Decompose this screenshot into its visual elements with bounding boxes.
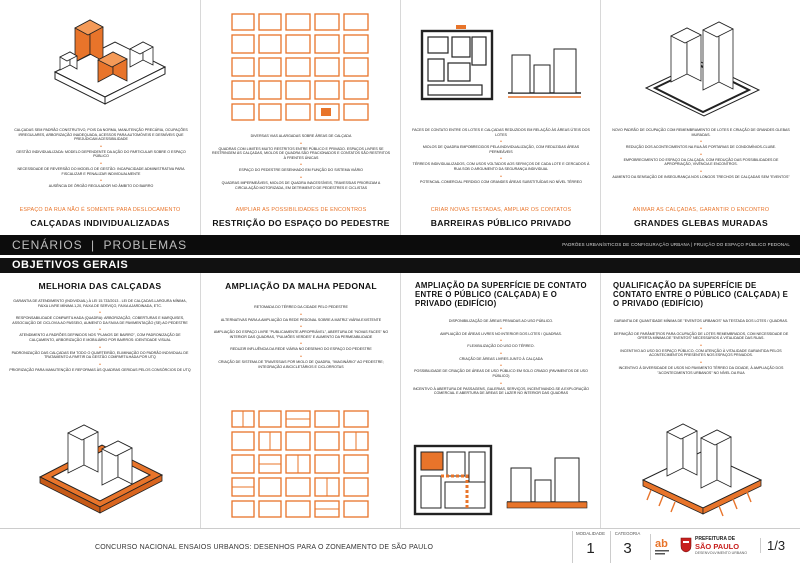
text-line: FACES DE CONTATO ENTRE OS LOTES E CALÇADAS REDUZIDOS EM RELAÇÃO ÀS ÁREAS ÚTEIS DOS LOTES xyxy=(412,128,590,137)
text-line: DEFINIÇÃO DE PARÂMETROS PARA OCUPAÇÃO DE LOTES REMEMBRADOS, COM NECESSIDADE DE OFERTA MÍNIMA DE "EVENTOS" NECESSÁRIOS À VITALIDADE DAS RUAS. xyxy=(613,331,789,341)
categoria-value: 3 xyxy=(623,540,632,557)
text-line: INCENTIVO À ABERTURA DE PASSAGENS, GALERIAS, SERVIÇOS, INCENTIVANDO-SE A EXPLORAÇÃO COMERCIAL E ABERTURA DE ÁREAS DE LAZER NO INTERIOR DAS QUADRAS xyxy=(412,386,590,396)
prefeitura-line1: PREFEITURA DE xyxy=(695,536,736,542)
prefeitura-logo xyxy=(680,534,752,560)
text-line: RESPONSABILIDADE COMPARTILHADA (QUADRA): ARBORIZAÇÃO, COBERTURAS E MARQUISES, ASSOCIAÇÃO DE CICLOVIA AO PASSEIO, AUMENTO DA FAIXA DE PAVIMENTAÇÃO (SE) AO PEDESTRE xyxy=(12,316,188,325)
panel-slogan: AMPLIAR AS POSSIBILIDADES DE ENCONTROS xyxy=(235,207,367,213)
text-line: ESPAÇO DO PEDESTRE DESENHADO EM FUNÇÃO DO SISTEMA VIÁRIO xyxy=(239,168,363,173)
text-line: GARANTIA DE ATENDIMENTO (INDIVIDUAL) À LEI 15.733/2013 - LEI DE CALÇADAS-LARGURA MÍNIMA, FAIXA LIVRE MÍNIMA 1,20, FAIXA DE SERVIÇO, FAIXA AJARDINADA, ETC. xyxy=(13,299,187,308)
text-line: REDUÇÃO DOS ACONTECIMENTOS NA RUA ÀS PORTARIAS DE CONDOMÍNIOS-CLUBE. xyxy=(625,145,777,150)
text-line: FLEXIBILIZAÇÃO DO USO DO TÉRREO. xyxy=(467,344,535,349)
problem-text-2: DIVERSAS VIAS ALARGADAS SOBRE ÁREAS DE CALÇADA • QUADRAS COM LIMITES MUITO RESTRITOS ENTRE PÚBLICO E PRIVADO. ESPAÇOS LIVRES SE RESTRINGEM ÀS CALÇADAS, MIOLOS DE QUADRA SÃO FRACIONADOS E CONTATOS SÃO RESTRITOS À FRENTES ÚNICAS • ESPAÇO DO PEDESTRE DESENHADO EM FUNÇÃO DO SISTEMA VIÁRIO • QUADRAS IMPERMEÁVEIS, MIOLOS DE QUADRA INACESSÍVEIS, TRAVESSIAS PRIORIZAM A CIRCULAÇÃO MOTORIZADA, EM DETRIMENTO DE PEDESTRES E CICLISTAS xyxy=(211,134,391,190)
text-line: REDUZIR INFLUÊNCIA DA REDE VIÁRIA NO DESENHO DO ESPAÇO DO PEDESTRE xyxy=(230,347,372,352)
text-line: ALTERNATIVAS PARA A AMPLIAÇÃO DA REDE PEDONAL SOBRE A MATRIZ VIÁRIA EXISTENTE xyxy=(220,317,382,322)
panel-title: QUALIFICAÇÃO DA SUPERFÍCIE DE CONTATO ENTRE O PÚBLICO (CALÇADA) E O PRIVADO (EDIFÍCIO) xyxy=(613,281,789,308)
text-line: ATENDIMENTO A PADRÕES DEFINIDOS NOS "PLANOS DE BAIRRO", COM PADRONIZAÇÃO DE CALÇAMENTO, ARBORIZAÇÃO E MOBILIÁRIO POR BAIRROS: IDENTIDADE VISUAL xyxy=(19,333,181,342)
categoria-label: CATEGORIA xyxy=(614,531,641,536)
qualified-contact-diagram xyxy=(631,410,771,520)
objective-panel-3 xyxy=(401,275,600,527)
text-line: GESTÃO INDIVIDUALIZADA: MODELO DEPENDENTE DA AÇÃO DO PARTICULAR SOBRE O ESPAÇO PÚBLICO xyxy=(16,149,186,159)
expanded-contact-diagram xyxy=(411,440,591,520)
contest-name: CONCURSO NACIONAL ENSAIOS URBANOS: DESENHOS PARA O ZONEAMENTO DE SÃO PAULO xyxy=(95,544,434,551)
panel-title: AMPLIAÇÃO DA SUPERFÍCIE DE CONTATO ENTRE O PÚBLICO (CALÇADA) E O PRIVADO (EDIFÍCIO) xyxy=(415,281,587,308)
text-line: PADRONIZAÇÃO DAS CALÇADAS EM TODO O QUARTEIRÃO, ELIMINAÇÃO DO PADRÃO INDIVIDUAL DE TRATAMENTO A PARTIR DA GESTÃO COMPARTILHADA POR UTQ xyxy=(11,350,189,360)
text-line: CRIAÇÃO DE ÁREAS LIVRES JUNTO À CALÇADA xyxy=(459,356,543,361)
text-line: POTENCIAL COMERCIAL PERDIDO COM GRANDES ÁREAS SUBSTITUÍDAS NO NÍVEL TÉRREO xyxy=(420,179,582,184)
objective-panel-1 xyxy=(0,275,200,527)
problem-panel-4 xyxy=(601,0,800,235)
text-line: DIVERSAS VIAS ALARGADAS SOBRE ÁREAS DE CALÇADA xyxy=(250,134,352,138)
text-line: DISPONIBILIZAÇÃO DE ÁREAS PRIVADAS AO USO PÚBLICO. xyxy=(448,319,554,323)
modalidade-value: 1 xyxy=(586,540,595,557)
text-line: INCENTIVO AO USO DO ESPAÇO PÚBLICO, COM ATENÇÃO À VITALIDADE GARANTIDA PELOS ACONTECIMENTOS PRESENTES NOS ESPAÇOS PRIVADOS. xyxy=(620,348,782,358)
pedestrian-network-plan xyxy=(226,405,376,523)
problem-text-3: FACES DE CONTATO ENTRE OS LOTES E CALÇADAS REDUZIDOS EM RELAÇÃO ÀS ÁREAS ÚTEIS DOS LOTES • MIOLOS DE QUADRA EMPOBRECIDOS PELA INDIVIDUALIZAÇÃO, COM REDUZIDAS ÁREAS PERMEÁVEIS • TÉRREOS INDIVIDUALIZADOS, COM USOS VOLTADOS AOS SERVIÇOS DE CADA LOTE E CERCADOS À RUA SOB O ARGUMENTO DA SEGURANÇA INDIVIDUAL • POTENCIAL COMERCIAL PERDIDO COM GRANDES ÁREAS SUBSTITUÍDAS NO NÍVEL TÉRREO xyxy=(412,128,590,184)
categoria-box xyxy=(610,531,644,563)
objective-panel-4 xyxy=(601,275,800,527)
problem-panel-3 xyxy=(401,0,600,235)
problem-panel-2 xyxy=(201,0,400,235)
prefeitura-line3: DESENVOLVIMENTO URBANO xyxy=(695,551,747,555)
band-divider: | xyxy=(91,238,96,252)
iab-logo-icon xyxy=(651,534,673,558)
panel-title: RESTRIÇÃO DO ESPAÇO DO PEDESTRE xyxy=(212,218,390,228)
text-line: QUADRAS IMPERMEÁVEIS, MIOLOS DE QUADRA INACESSÍVEIS, TRAVESSIAS PRIORIZAM A CIRCULAÇÃO MOTORIZADA, EM DETRIMENTO DE PEDESTRES E CICLISTAS xyxy=(221,180,381,190)
walled-glebes-diagram xyxy=(631,10,771,120)
band-heading-a: CENÁRIOS xyxy=(12,238,83,252)
panel-title: GRANDES GLEBAS MURADAS xyxy=(633,218,769,228)
text-line: CRIAÇÃO DE SISTEMA DE TRAVESSIAS POR MIOLO DE QUADRA, "IMAGINÁRIO" AO PEDESTRE; INTEGRAÇÃO A BICICLETÁRIOS E CICLORROTAS xyxy=(218,359,384,369)
text-line: PRIORIZAÇÃO PARA MANUTENÇÃO E REFORMAS ÀS QUADRAS GERIDAS PELOS CONSÓRCIOS DE UTQ xyxy=(9,367,191,372)
panel-title: BARREIRAS PÚBLICO PRIVADO xyxy=(430,218,572,228)
text-line: INCENTIVO À DIVERSIDADE DE USOS NO PAVIMENTO TÉRREO DA CIDADE, À AMPLIAÇÃO DOS "ACONTECIMENTOS URBANOS" NO NÍVEL DA RUA xyxy=(618,365,784,375)
panel-title: MELHORIA DAS CALÇADAS xyxy=(38,281,162,291)
svg-text:ab: ab xyxy=(655,538,668,550)
objective-text-3: DISPONIBILIZAÇÃO DE ÁREAS PRIVADAS AO USO PÚBLICO. • AMPLIAÇÃO DE ÁREAS LIVRES NO INTERIOR DOS LOTES / QUADRAS. • FLEXIBILIZAÇÃO DO USO DO TÉRREO. • CRIAÇÃO DE ÁREAS LIVRES JUNTO À CALÇADA • POSSIBILIDADE DE CRIAÇÃO DE ÁREAS DE USO PÚBLICO EM SOLO CRIADO (PAVIMENTOS DE USO PÚBLICO) • INCENTIVO À ABERTURA DE PASSAGENS, GALERIAS, SERVIÇOS, INCENTIVANDO-SE A EXPLORAÇÃO COMERCIAL E ABERTURA DE ÁREAS DE LAZER NO INTERIOR DAS QUADRAS xyxy=(412,319,590,396)
panel-slogan: CRIAR NOVAS TESTADAS, AMPLIAR OS CONTATOS xyxy=(430,207,572,213)
page-number: 1/3 xyxy=(760,538,785,553)
panel-slogan: ANIMAR AS CALÇADAS, GARANTIR O ENCONTRO xyxy=(632,207,770,213)
band-subtitle: PADRÕES URBANÍSTICOS DE CONFIGURAÇÃO URBANA | FRUIÇÃO DO ESPAÇO PÚBLICO PEDONAL xyxy=(562,242,790,247)
problem-text-1: CALÇADAS SEM PADRÃO CONSTRUTIVO, POIS DA NORMA, MANUTENÇÃO PRECÁRIA, OCUPAÇÕES IRREGULARES, ARBORIZAÇÃO INADEQUADA, ACESSOS PARA AUTOMÓVEIS E DESNÍVEIS QUE PREJUDICAM ACESSIBILIDADE • GESTÃO INDIVIDUALIZADA: MODELO DEPENDENTE DA AÇÃO DO PARTICULAR SOBRE O ESPAÇO PÚBLICO • NECESSIDADE DE REVERSÃO DO MODELO DE GESTÃO: INCAPACIDADE ADMINISTRATIVA PARA FISCALIZAR E PENALIZAR INDIVIDUALMENTE • AUSÊNCIA DE ÓRGÃO REGULADOR NO ÂMBITO DO BAIRRO xyxy=(10,128,192,192)
text-line: NOVO PADRÃO DE OCUPAÇÃO COM REMEMBRAMENTO DE LOTES E CRIAÇÃO DE GRANDES GLEBAS MURADAS. xyxy=(612,128,790,137)
objective-text-4: GARANTIA DE QUANTIDADE MÍNIMA DE "EVENTOS URBANOS" NA TESTADA DOS LOTES / QUADRAS. • DEFINIÇÃO DE PARÂMETROS PARA OCUPAÇÃO DE LOTES REMEMBRADOS, COM NECESSIDADE DE OFERTA MÍNIMA DE "EVENTOS" NECESSÁRIOS À VITALIDADE DAS RUAS. • INCENTIVO AO USO DO ESPAÇO PÚBLICO, COM ATENÇÃO À VITALIDADE GARANTIDA PELOS ACONTECIMENTOS PRESENTES NOS ESPAÇOS PRIVADOS. • INCENTIVO À DIVERSIDADE DE USOS NO PAVIMENTO TÉRREO DA CIDADE, À AMPLIAÇÃO DOS "ACONTECIMENTOS URBANOS" NO NÍVEL DA RUA xyxy=(611,319,791,378)
objective-text-1: GARANTIA DE ATENDIMENTO (INDIVIDUAL) À LEI 15.733/2013 - LEI DE CALÇADAS-LARGURA MÍNIMA, FAIXA LIVRE MÍNIMA 1,20, FAIXA DE SERVIÇO, FAIXA AJARDINADA, ETC. • RESPONSABILIDADE COMPARTILHADA (QUADRA): ARBORIZAÇÃO, COBERTURAS E MARQUISES, ASSOCIAÇÃO DE CICLOVIA AO PASSEIO, AUMENTO DA FAIXA DE PAVIMENTAÇÃO (SE) AO PEDESTRE • ATENDIMENTO A PADRÕES DEFINIDOS NOS "PLANOS DE BAIRRO", COM PADRONIZAÇÃO DE CALÇAMENTO, ARBORIZAÇÃO E MOBILIÁRIO POR BAIRROS: IDENTIDADE VISUAL • PADRONIZAÇÃO DAS CALÇADAS EM TODO O QUARTEIRÃO, ELIMINAÇÃO DO PADRÃO INDIVIDUAL DE TRATAMENTO A PARTIR DA GESTÃO COMPARTILHADA POR UTQ • PRIORIZAÇÃO PARA MANUTENÇÃO E REFORMAS ÀS QUADRAS GERIDAS PELOS CONSÓRCIOS DE UTQ xyxy=(9,299,191,372)
pedestrian-restriction-plan xyxy=(226,8,376,126)
footer xyxy=(0,528,800,564)
text-line: POSSIBILIDADE DE CRIAÇÃO DE ÁREAS DE USO PÚBLICO EM SOLO CRIADO (PAVIMENTOS DE USO PÚBLICO) xyxy=(414,369,588,378)
text-line: GARANTIA DE QUANTIDADE MÍNIMA DE "EVENTOS URBANOS" NA TESTADA DOS LOTES / QUADRAS. xyxy=(613,319,789,323)
panel-title: AMPLIAÇÃO DA MALHA PEDONAL xyxy=(225,281,377,291)
text-line: AMPLIAÇÃO DO ESPAÇO LIVRE "PUBLICAMENTE APROPRIÁVEL", ABERTURA DE "NOVAS FACES" NO INTERIOR DAS QUADRAS, "PULMÕES VERDES" E AUMENTO DA PERMEABILIDADE xyxy=(213,330,389,339)
band-heading xyxy=(12,238,187,252)
text-line: AMPLIAÇÃO DE ÁREAS LIVRES NO INTERIOR DOS LOTES / QUADRAS. xyxy=(440,331,562,336)
city-crest-icon xyxy=(680,537,692,553)
text-line: AUMENTO DA SENSAÇÃO DE INSEGURANÇA NOS LONGOS TRECHOS DE CALÇADAS SEM "EVENTOS" xyxy=(612,174,790,179)
text-line: NECESSIDADE DE REVERSÃO DO MODELO DE GESTÃO: INCAPACIDADE ADMINISTRATIVA PARA FISCALIZAR E PENALIZAR INDIVIDUALMENTE xyxy=(17,166,185,176)
objectives-title: OBJETIVOS GERAIS xyxy=(12,259,129,271)
problem-text-4: NOVO PADRÃO DE OCUPAÇÃO COM REMEMBRAMENTO DE LOTES E CRIAÇÃO DE GRANDES GLEBAS MURADAS. • REDUÇÃO DOS ACONTECIMENTOS NA RUA ÀS PORTARIAS DE CONDOMÍNIOS-CLUBE. • EMPOBRECIMENTO DO ESPAÇO DA CALÇADA, COM REDUÇÃO DAS POSSIBILIDADES DE APROPRIAÇÃO, VIVÊNCIA E ENCONTROS. • AUMENTO DA SENSAÇÃO DE INSEGURANÇA NOS LONGOS TRECHOS DE CALÇADAS SEM "EVENTOS" xyxy=(612,128,790,179)
scenarios-band xyxy=(0,235,800,255)
public-private-barrier-diagram xyxy=(416,25,586,105)
text-line: EMPOBRECIMENTO DO ESPAÇO DA CALÇADA, COM REDUÇÃO DAS POSSIBILIDADES DE APROPRIAÇÃO, VIVÊNCIA E ENCONTROS. xyxy=(623,157,779,167)
improved-sidewalks-diagram xyxy=(30,407,170,522)
prefeitura-line2: SÃO PAULO xyxy=(695,542,740,551)
panel-title: CALÇADAS INDIVIDUALIZADAS xyxy=(30,218,170,228)
modalidade-label: MODALIDADE xyxy=(575,531,606,536)
objectives-band xyxy=(0,258,800,273)
text-line: QUADRAS COM LIMITES MUITO RESTRITOS ENTRE PÚBLICO E PRIVADO. ESPAÇOS LIVRES SE RESTRINGEM ÀS CALÇADAS, MIOLOS DE QUADRA SÃO FRACIONADOS E CONTATOS SÃO RESTRITOS À FRENTES ÚNICAS xyxy=(211,146,391,160)
objective-text-2: RETOMADA DO TÉRREO DA CIDADE PELO PEDESTRE • ALTERNATIVAS PARA A AMPLIAÇÃO DA REDE PEDONAL SOBRE A MATRIZ VIÁRIA EXISTENTE • AMPLIAÇÃO DO ESPAÇO LIVRE "PUBLICAMENTE APROPRIÁVEL", ABERTURA DE "NOVAS FACES" NO INTERIOR DAS QUADRAS, "PULMÕES VERDES" E AUMENTO DA PERMEABILIDADE • REDUZIR INFLUÊNCIA DA REDE VIÁRIA NO DESENHO DO ESPAÇO DO PEDESTRE • CRIAÇÃO DE SISTEMA DE TRAVESSIAS POR MIOLO DE QUADRA, "IMAGINÁRIO" AO PEDESTRE; INTEGRAÇÃO A BICICLETÁRIOS E CICLORROTAS xyxy=(211,305,391,372)
band-heading-b: PROBLEMAS xyxy=(103,238,188,252)
objective-panel-2 xyxy=(201,275,400,527)
iab-logo xyxy=(650,534,674,560)
problem-panel-1 xyxy=(0,0,200,235)
individual-sidewalks-diagram xyxy=(35,12,175,122)
text-line: TÉRREOS INDIVIDUALIZADOS, COM USOS VOLTADOS AOS SERVIÇOS DE CADA LOTE E CERCADOS À RUA SOB O ARGUMENTO DA SEGURANÇA INDIVIDUAL xyxy=(412,162,590,171)
panel-slogan: ESPAÇO DA RUA NÃO É SOMENTE PARA DESLOCAMENTO xyxy=(19,207,181,213)
text-line: CALÇADAS SEM PADRÃO CONSTRUTIVO, POIS DA NORMA, MANUTENÇÃO PRECÁRIA, OCUPAÇÕES IRREGULARES, ARBORIZAÇÃO INADEQUADA, ACESSOS PARA AUTOMÓVEIS E DESNÍVEIS QUE PREJUDICAM ACESSIBILIDADE xyxy=(14,128,188,142)
text-line: RETOMADA DO TÉRREO DA CIDADE PELO PEDESTRE xyxy=(254,305,348,309)
text-line: AUSÊNCIA DE ÓRGÃO REGULADOR NO ÂMBITO DO BAIRRO xyxy=(48,184,154,189)
text-line: MIOLOS DE QUADRA EMPOBRECIDOS PELA INDIVIDUALIZAÇÃO, COM REDUZIDAS ÁREAS PERMEÁVEIS xyxy=(422,145,580,154)
modalidade-box xyxy=(572,531,608,563)
